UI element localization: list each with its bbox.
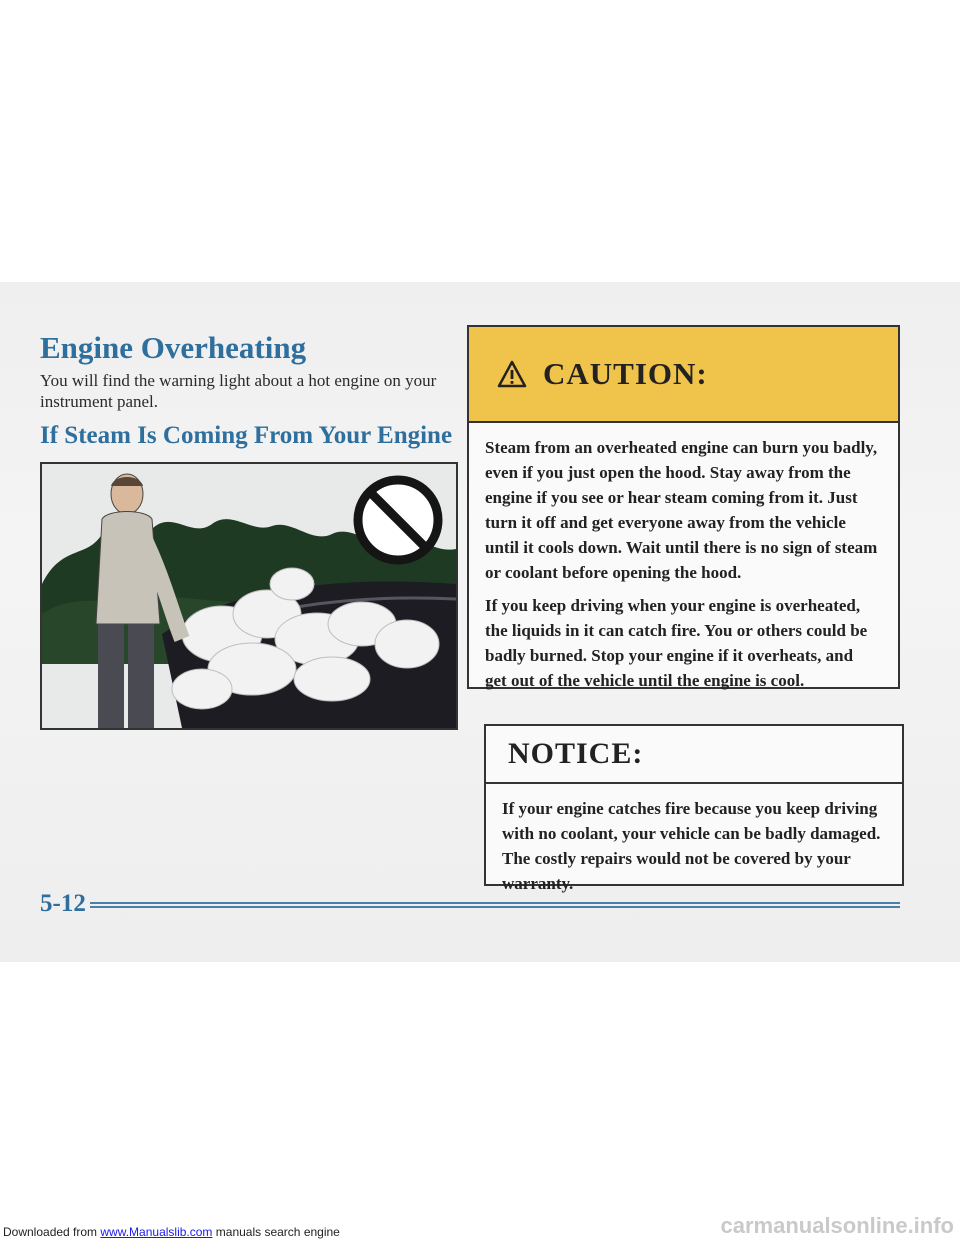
notice-header: [486, 726, 902, 784]
notice-body: [486, 784, 902, 896]
prohibited-icon: [358, 480, 438, 560]
footer-rule: [90, 902, 900, 908]
manualslib-link[interactable]: www.Manualslib.com: [100, 1225, 213, 1239]
steaming-engine-drawing: [42, 464, 456, 728]
footer-suffix: manuals search engine: [212, 1225, 340, 1239]
site-watermark: carmanualsonline.info: [720, 1213, 954, 1238]
download-footer: [3, 1225, 340, 1239]
footer-prefix: Downloaded from: [3, 1225, 101, 1239]
caution-paragraph: If you keep driving when your engine is overheated, the liquids in it can catch fire. You or others could be badly burned. Stop your engine if it overheats, and get out of the vehicle until the engine is cool.: [485, 596, 868, 690]
page-number: 5-12: [40, 890, 86, 917]
caution-box: [467, 325, 900, 689]
subsection-title: If Steam Is Coming From Your Engine: [40, 422, 453, 449]
overheating-illustration: [40, 462, 458, 730]
warning-triangle-icon: [497, 360, 527, 388]
caution-label: CAUTION:: [543, 356, 708, 391]
caution-body: [469, 423, 898, 693]
intro-text: You will find the warning light about a hot engine on your instrument panel.: [40, 371, 437, 411]
section-title: Engine Overheating: [40, 330, 307, 365]
caution-paragraph: Steam from an overheated engine can burn you badly, even if you just open the hood. Stay away from the engine if you see or hear steam coming from it. Just turn it off and get everyone away from the vehicle until it cools down. Wait until there is no sign of steam or coolant before opening the hood.: [485, 438, 878, 582]
notice-label: NOTICE:: [508, 737, 644, 770]
notice-box: [484, 724, 904, 893]
notice-paragraph: If your engine catches fire because you keep driving with no coolant, your vehicle can be badly damaged. The costly repairs would not be covered by your warranty.: [502, 799, 881, 893]
caution-header: [469, 327, 898, 423]
